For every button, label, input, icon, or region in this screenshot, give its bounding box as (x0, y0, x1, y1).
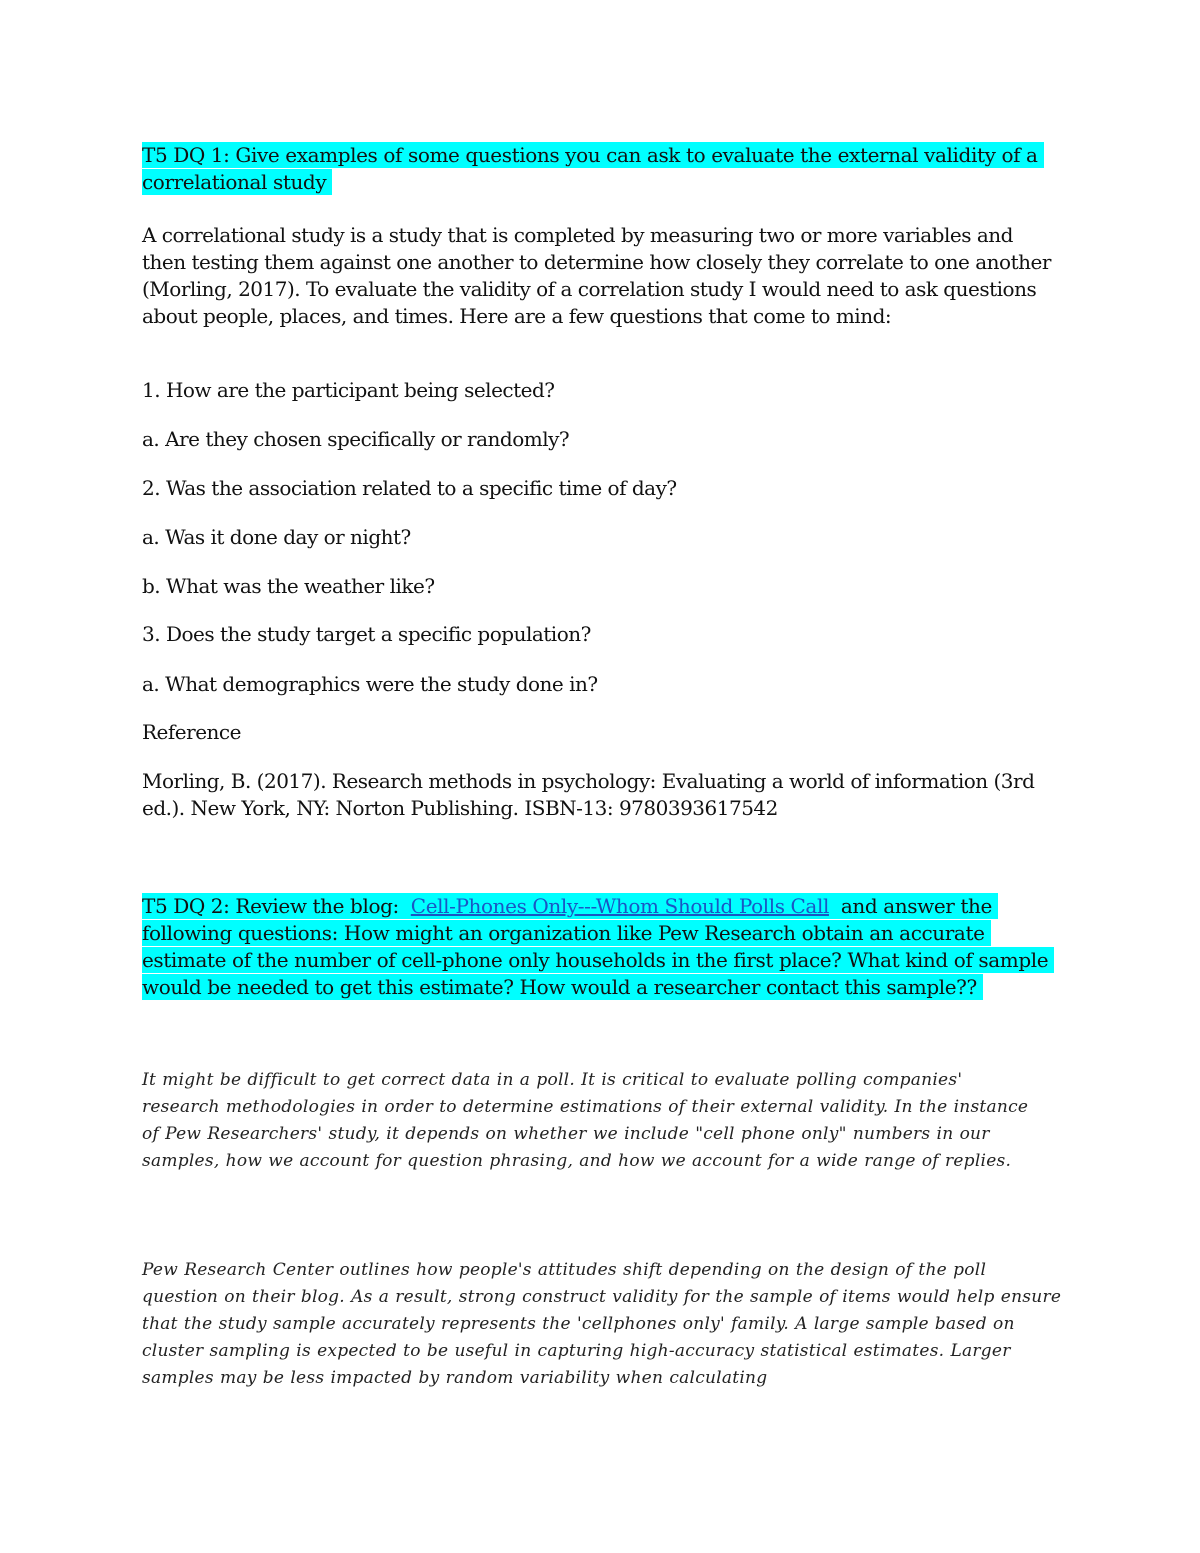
q2-heading-suffix: and answer the following questions: How might an organization like Pew Research obtain an accurate estimate of the number of cell-phone only households in the first place? What kind of sample would be needed to get this estimate? How would a researcher contact this sample?? (142, 893, 1054, 1000)
blog-link[interactable]: Cell-Phones Only---Whom Should Polls Call (410, 894, 829, 918)
answer-paragraph-1: It might be difficult to get correct data in a poll. It is critical to evaluate polling companies' research methodologies in order to determine estimations of their external validity. In the instance of Pew Researchers' study, it depends on whether we include "cell phone only" numbers in our samples, how we account for question phrasing, and how we account for a wide range of replies. (142, 1070, 1029, 1171)
q1-heading (142, 142, 1062, 196)
list-item: a. Was it done day or night? (142, 525, 411, 549)
list-item: 1. How are the participant being selected? (142, 378, 555, 402)
q1-heading-text: T5 DQ 1: Give examples of some questions you can ask to evaluate the external validity of a correlational study (142, 142, 1044, 195)
reference-citation: Morling, B. (2017). Research methods in psychology: Evaluating a world of information (3rd ed.). New York, NY: Norton Publishing. ISBN-13: 9780393617542 (142, 769, 1035, 820)
list-item: b. What was the weather like? (142, 574, 435, 598)
reference-label: Reference (142, 720, 241, 744)
list-item: a. Are they chosen specifically or randomly? (142, 427, 570, 451)
answer-paragraph-2: Pew Research Center outlines how people's attitudes shift depending on the design of the poll question on their blog. As a result, strong construct validity for the sample of items would help ensure that the study sample accurately represents the 'cellphones only' family. A large sample based on cluster sampling is expected to be useful in capturing high-accuracy statistical estimates. Larger samples may be less impacted by random variability when calculating (142, 1260, 1062, 1388)
list-item: a. What demographics were the study done in? (142, 672, 598, 696)
q1-intro-paragraph: A correlational study is a study that is completed by measuring two or more variables and then testing them against one another to determine how closely they correlate to one another (Morling, 2017). To evaluate the validity of a correlation study I would need to ask questions about people, places, and times. Here are a few questions that come to mind: (142, 223, 1051, 328)
q2-heading-prefix: T5 DQ 2: Review the blog: (142, 893, 411, 919)
q2-heading (142, 893, 1057, 1001)
list-item: 2. Was the association related to a specific time of day? (142, 476, 677, 500)
list-item: 3. Does the study target a specific population? (142, 622, 591, 646)
